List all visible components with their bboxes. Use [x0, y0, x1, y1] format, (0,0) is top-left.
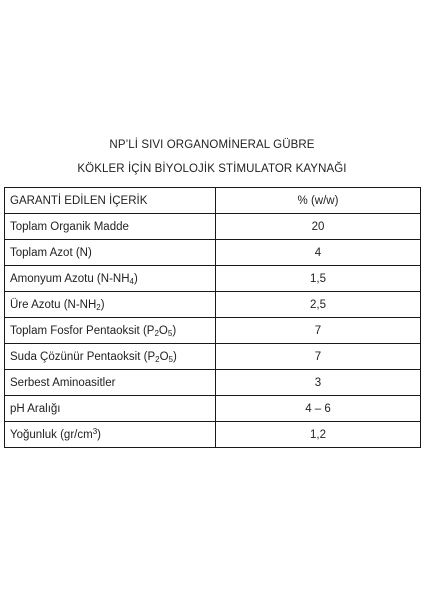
row-label: Toplam Organik Madde	[5, 214, 216, 240]
guaranteed-content-table	[4, 187, 421, 448]
row-label: Toplam Azot (N)	[5, 240, 216, 266]
row-value: 7	[216, 318, 421, 344]
row-label-text: Üre Azotu (N-NH	[10, 298, 97, 311]
table-row	[5, 214, 421, 240]
table-row	[5, 292, 421, 318]
table-row	[5, 396, 421, 422]
row-label	[5, 266, 216, 292]
row-label-suffix: )	[100, 298, 105, 311]
row-label-suffix: )	[172, 350, 177, 363]
row-value: 1,2	[216, 422, 421, 448]
row-label	[5, 422, 216, 448]
document-title	[0, 139, 424, 176]
row-label	[5, 344, 216, 370]
row-value: 20	[216, 214, 421, 240]
row-label-text: Amonyum Azotu (N-NH	[10, 272, 130, 285]
title-line-2: KÖKLER İÇİN BİYOLOJİK STİMULATOR KAYNAĞI	[77, 163, 347, 175]
row-label: pH Aralığı	[5, 396, 216, 422]
row-value: 3	[216, 370, 421, 396]
row-value: 4	[216, 240, 421, 266]
row-label-text: Toplam Fosfor Pentaoksit (P	[10, 324, 155, 337]
row-label-subscript: 2	[154, 328, 159, 338]
row-value: 2,5	[216, 292, 421, 318]
title-line-1: NP’Lİ SIVI ORGANOMİNERAL GÜBRE	[109, 139, 315, 151]
table-row	[5, 266, 421, 292]
percent-column-header: % (w/w)	[216, 188, 421, 214]
row-label-superscript: 3	[92, 426, 98, 436]
row-label-mid: O	[159, 350, 169, 363]
row-label	[5, 318, 216, 344]
table-header-row	[5, 188, 421, 214]
row-label-text: Yoğunluk (gr/cm	[10, 428, 93, 441]
row-label-subscript-2: 5	[167, 328, 173, 338]
table-row	[5, 318, 421, 344]
row-label	[5, 292, 216, 318]
row-label-suffix: )	[172, 324, 177, 337]
row-label-text: Suda Çözünür Pentaoksit (P	[10, 350, 156, 363]
row-label-suffix: )	[97, 428, 101, 441]
row-label-mid: O	[158, 324, 168, 337]
row-label-subscript: 2	[96, 302, 101, 312]
row-value: 1,5	[216, 266, 421, 292]
row-value: 4 – 6	[216, 396, 421, 422]
row-label-suffix: )	[133, 272, 138, 285]
row-label-subscript: 4	[129, 276, 134, 286]
table-row	[5, 422, 421, 448]
row-label-subscript-2: 5	[168, 354, 173, 364]
table-row	[5, 240, 421, 266]
table-row	[5, 370, 421, 396]
table-row	[5, 344, 421, 370]
row-value: 7	[216, 344, 421, 370]
row-label-subscript: 2	[155, 354, 160, 364]
row-label: Serbest Aminoasitler	[5, 370, 216, 396]
content-column-header: GARANTİ EDİLEN İÇERİK	[5, 188, 216, 214]
